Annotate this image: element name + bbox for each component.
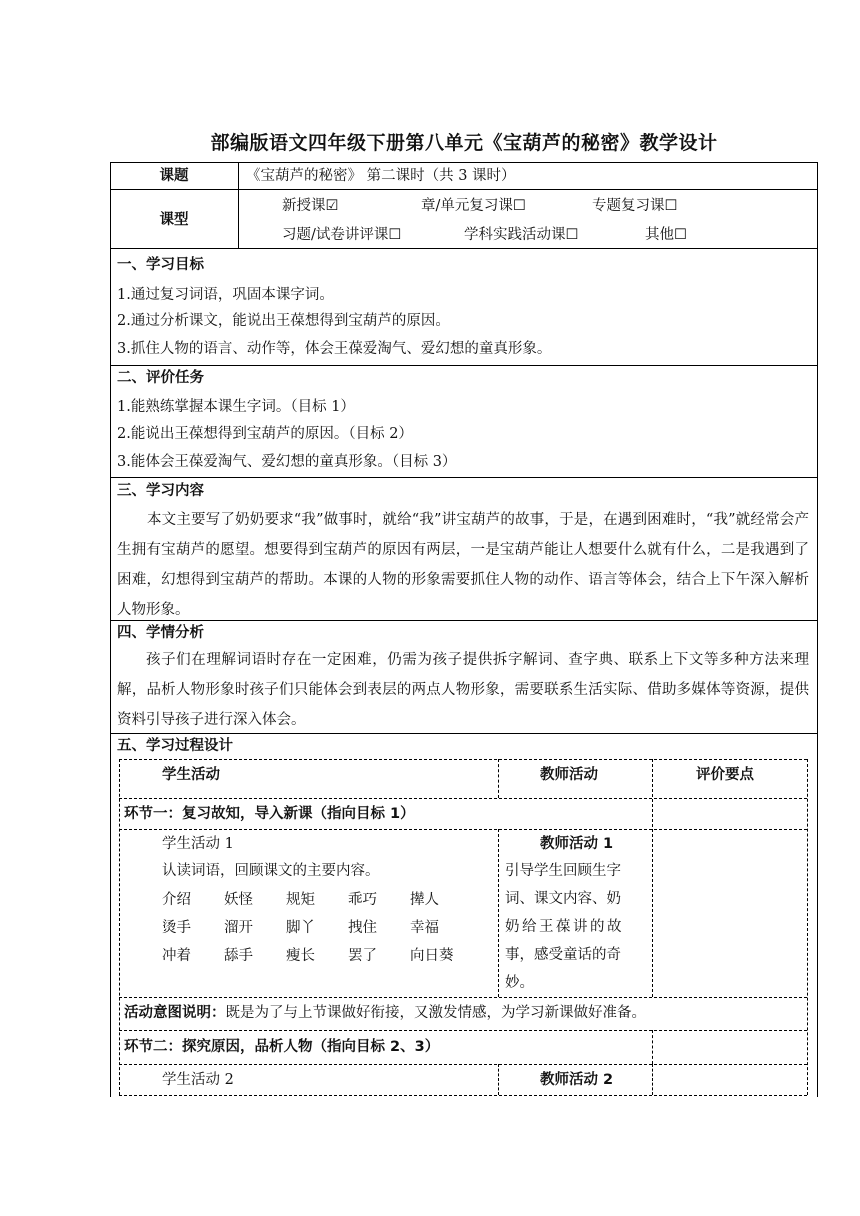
rule	[498, 829, 499, 997]
word: 向日葵	[410, 948, 454, 964]
rule	[119, 798, 807, 799]
rule	[119, 997, 807, 998]
goal-item: 1.通过复习词语，巩固本课字词。	[117, 287, 334, 303]
student1-title: 学生活动 1	[162, 836, 234, 852]
word: 介绍	[162, 892, 191, 908]
analysis-text: 孩子们在理解词语时存在一定困难，仍需为孩子提供拆字解词、查字典、联系上下文等多种方法来理解，品析人物形象时孩子们只能体会到表层的两点人物形象，需要联系生活实际、借助多媒体等资源，提供资料引导孩子进行深入体会。	[117, 652, 809, 728]
teacher1-line: 词、课文内容、奶	[505, 891, 621, 907]
type-option-unit-review[interactable]: 章/单元复习课☐	[421, 198, 526, 214]
word: 撵人	[410, 892, 439, 908]
rule	[119, 1095, 807, 1096]
word: 舔手	[224, 948, 253, 964]
content-heading: 三、学习内容	[117, 483, 204, 499]
word: 冲着	[162, 948, 191, 964]
rule	[807, 759, 808, 1095]
evaluation-item: 3.能体会王葆爱淘气、爱幻想的童真形象。（目标 3）	[117, 454, 457, 470]
rule	[119, 1030, 807, 1031]
teacher1-line: 事，感受童话的奇	[505, 947, 621, 963]
rule	[652, 1064, 653, 1095]
intent-label: 活动意图说明：	[124, 1005, 226, 1021]
rule	[119, 1064, 807, 1065]
column-header-evaluation: 评价要点	[696, 767, 754, 783]
word-row	[162, 947, 472, 965]
type-option-new[interactable]: 新授课☑	[282, 198, 339, 214]
rule	[498, 759, 499, 798]
rule	[119, 829, 807, 830]
intent-text: 既是为了与上节课做好衔接，又激发情感，为学习新课做好准备。	[225, 1005, 646, 1021]
word-row	[162, 891, 472, 909]
teacher1-line: 引导学生回顾生字	[505, 863, 621, 879]
word: 妖怪	[224, 892, 253, 908]
activity-intent	[124, 1004, 646, 1022]
step2-heading: 环节二：探究原因，品析人物（指向目标 2、3）	[124, 1039, 440, 1055]
rule	[110, 365, 817, 366]
rule	[119, 759, 120, 1095]
process-heading: 五、学习过程设计	[117, 738, 233, 754]
rule	[110, 477, 817, 478]
teacher1-line: 妙。	[505, 975, 534, 991]
rule	[238, 162, 239, 248]
rule	[498, 1064, 499, 1095]
type-option-other[interactable]: 其他☐	[645, 227, 687, 243]
column-header-teacher: 教师活动	[540, 767, 598, 783]
word: 溜开	[224, 920, 253, 936]
word: 规矩	[286, 892, 315, 908]
word: 乖巧	[348, 892, 377, 908]
word: 拽住	[348, 920, 377, 936]
rule	[110, 189, 817, 190]
word: 幸福	[410, 920, 439, 936]
rule	[652, 1030, 653, 1064]
type-label: 课型	[159, 212, 189, 228]
evaluation-item: 2.能说出王葆想得到宝葫芦的原因。（目标 2）	[117, 426, 413, 442]
evaluation-heading: 二、评价任务	[117, 370, 204, 386]
word: 罢了	[348, 948, 377, 964]
goal-item: 3.抓住人物的语言、动作等，体会王葆爱淘气、爱幻想的童真形象。	[117, 341, 552, 357]
rule	[119, 759, 807, 760]
column-header-student: 学生活动	[162, 767, 220, 783]
word: 脚丫	[286, 920, 315, 936]
word-row	[162, 919, 472, 937]
student1-desc: 认读词语，回顾课文的主要内容。	[162, 863, 380, 879]
topic-label: 课题	[159, 168, 189, 184]
student2-title: 学生活动 2	[162, 1072, 234, 1088]
page-title: 部编版语文四年级下册第八单元《宝葫芦的秘密》教学设计	[210, 132, 718, 154]
teacher1-title: 教师活动 1	[540, 836, 614, 852]
word: 烫手	[162, 920, 191, 936]
topic-value: 《宝葫芦的秘密》 第二课时（共 3 课时）	[246, 168, 516, 184]
step1-heading: 环节一：复习故知，导入新课（指向目标 1）	[124, 806, 415, 822]
analysis-heading: 四、学情分析	[117, 625, 204, 641]
goals-heading: 一、学习目标	[117, 257, 204, 273]
teacher2-title: 教师活动 2	[540, 1072, 614, 1088]
evaluation-item: 1.能熟练掌握本课生字词。（目标 1）	[117, 399, 355, 415]
teacher1-line: 奶给王葆讲的故	[505, 919, 624, 935]
type-option-exercise[interactable]: 习题/试卷讲评课☐	[282, 227, 402, 243]
rule	[110, 248, 817, 249]
type-option-practice[interactable]: 学科实践活动课☐	[464, 227, 579, 243]
type-option-topic-review[interactable]: 专题复习课☐	[592, 198, 678, 214]
goal-item: 2.通过分析课文，能说出王葆想得到宝葫芦的原因。	[117, 313, 450, 329]
word: 瘦长	[286, 948, 315, 964]
content-text: 本文主要写了奶奶要求“我”做事时，就给“我”讲宝葫芦的故事，于是，在遇到困难时，“我”就经常会产生拥有宝葫芦的愿望。想要得到宝葫芦的原因有两层，一是宝葫芦能让人想要什么就有什么，二是我遇到了困难，幻想得到宝葫芦的帮助。本课的人物的形象需要抓住人物的动作、语言等体会，结合上下午深入解析人物形象。	[117, 512, 809, 618]
rule	[652, 759, 653, 997]
